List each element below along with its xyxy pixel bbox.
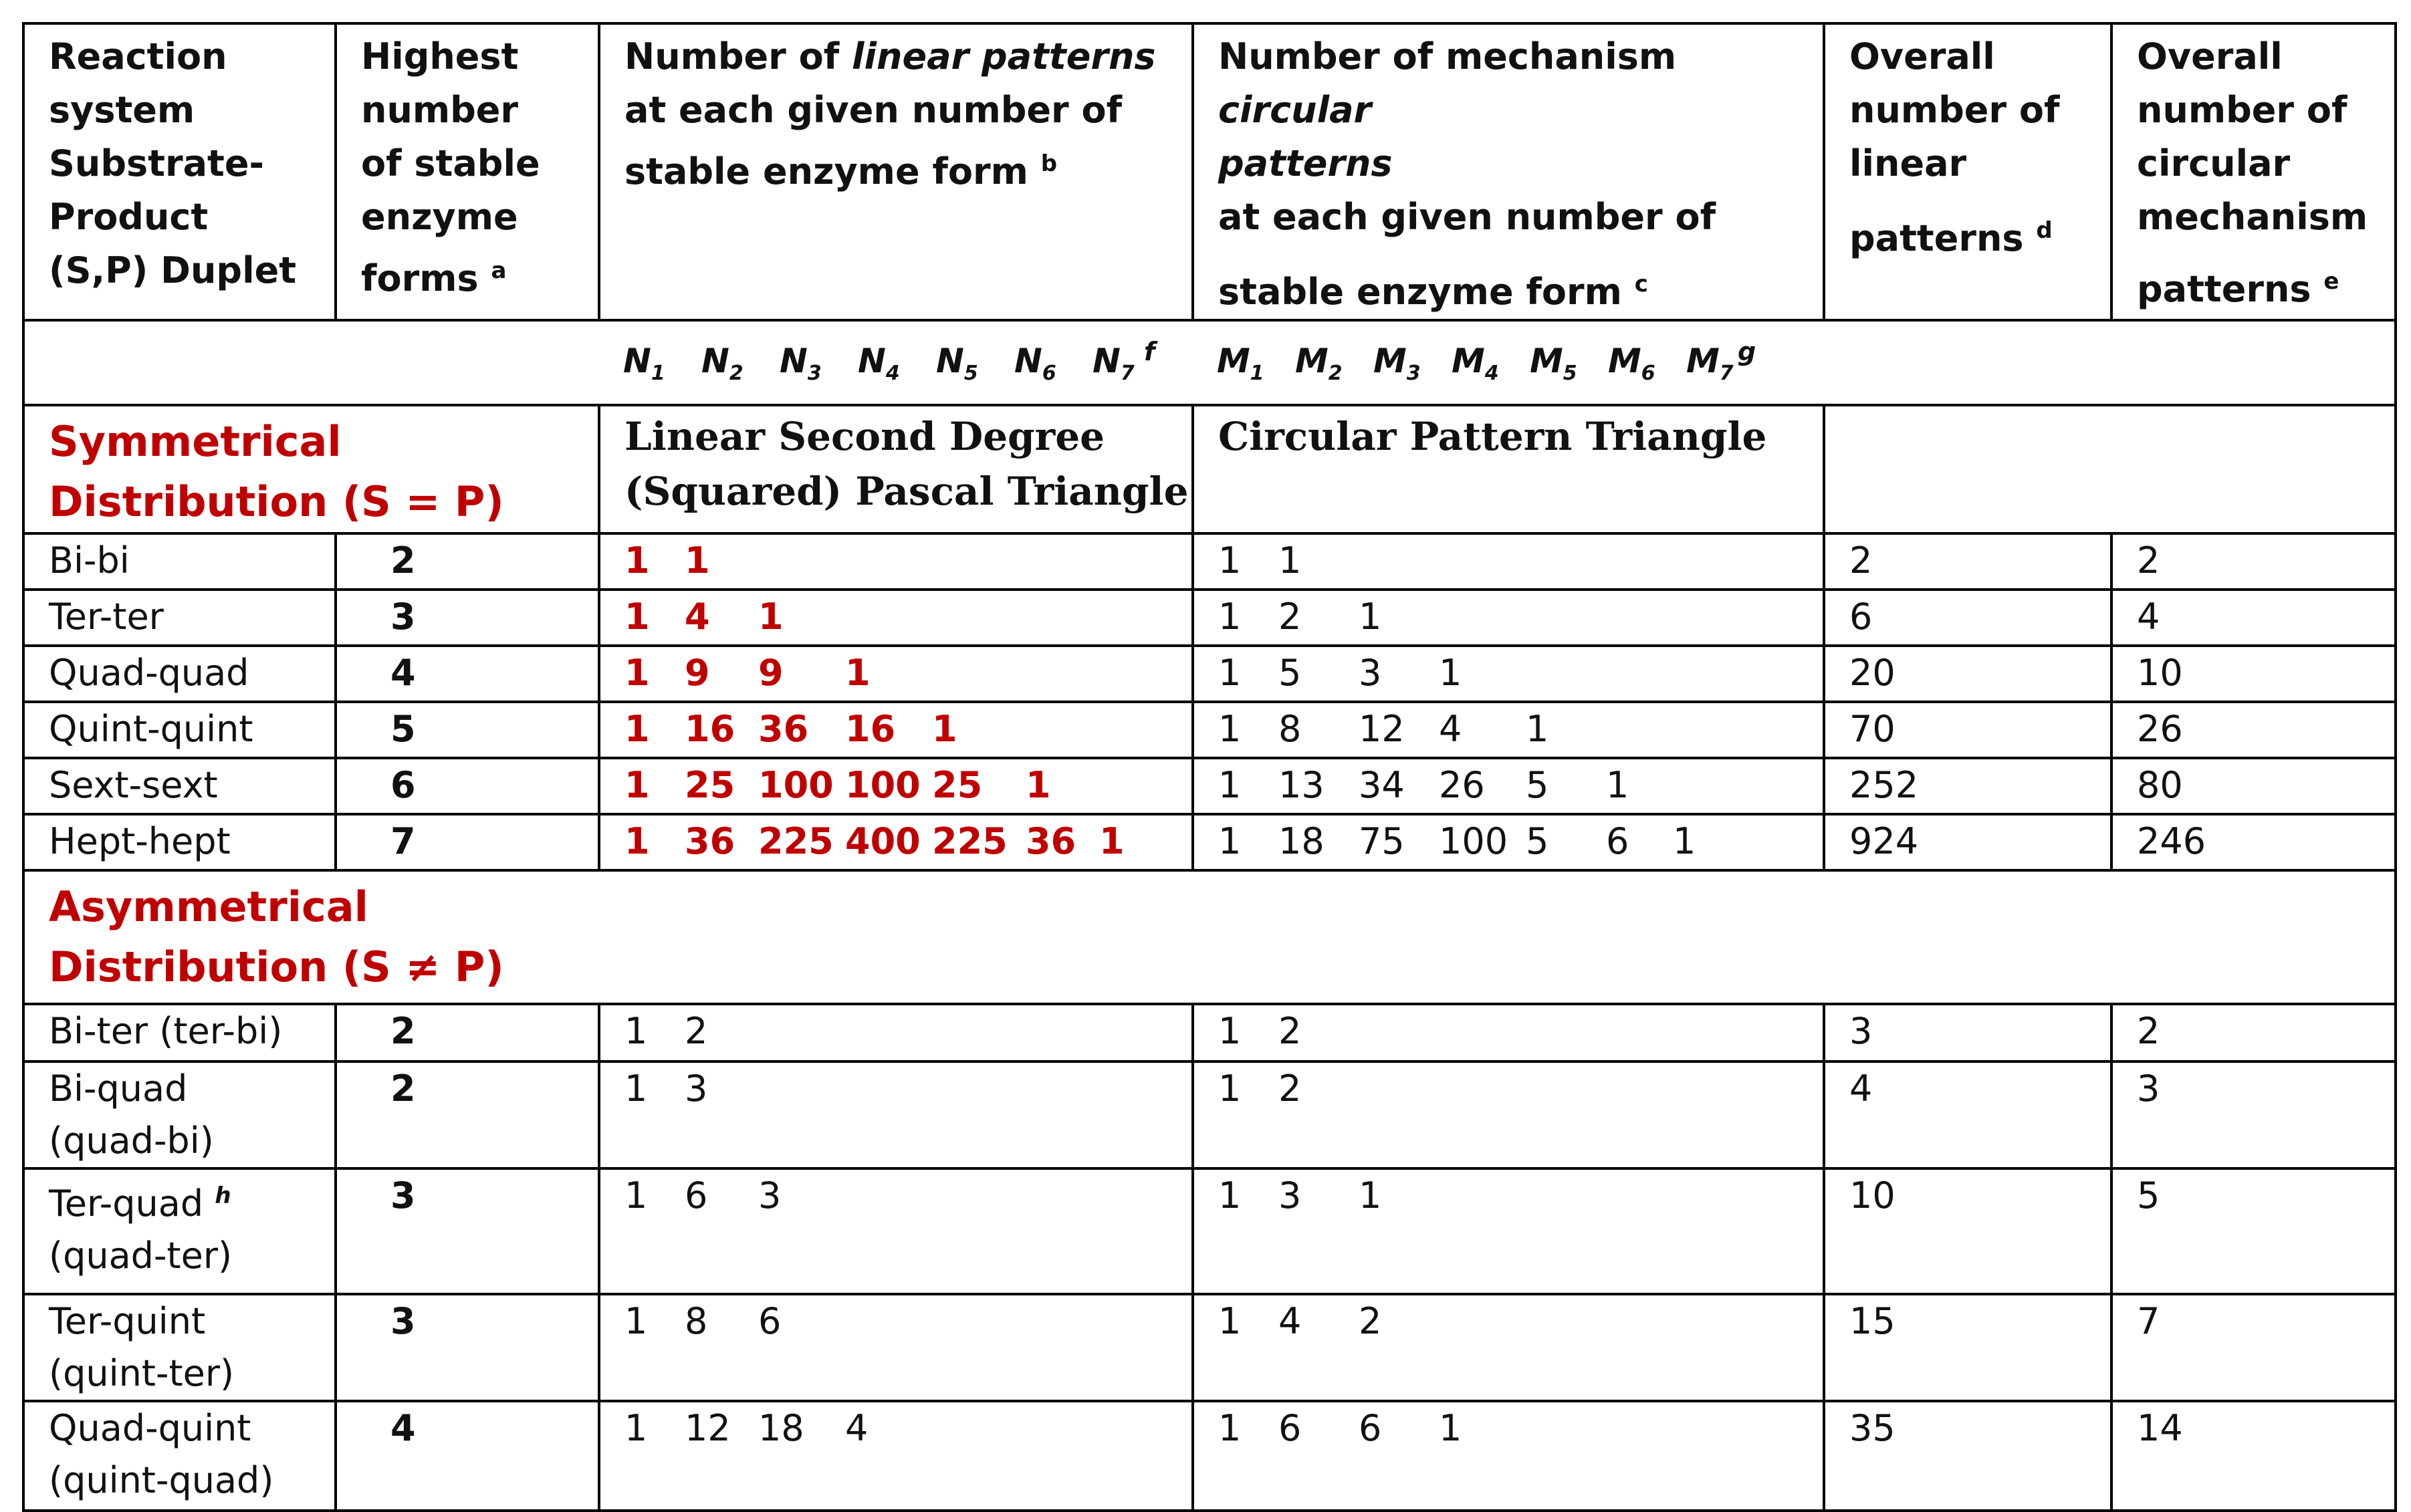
system-cell xyxy=(23,814,336,870)
overall-linear-cell: 15 xyxy=(1824,1294,2111,1401)
overall-linear-cell: 20 xyxy=(1824,646,2111,702)
header-text-italic: circular xyxy=(1218,89,1372,131)
index-label-base: N xyxy=(1014,341,1042,380)
circular-patterns-cell xyxy=(1193,533,1824,590)
index-label xyxy=(1093,331,1171,404)
system-cell xyxy=(23,1004,336,1061)
symmetrical-section-row xyxy=(23,405,2396,533)
system-name: (quad-ter) xyxy=(49,1234,233,1277)
linear-value: 1 xyxy=(758,595,784,638)
header-text: patterns xyxy=(1849,217,2024,259)
overall-circular-cell: 10 xyxy=(2111,646,2396,702)
system-name: Quad-quint xyxy=(49,1406,251,1449)
index-label-blank xyxy=(23,320,599,405)
circular-value: 1 xyxy=(1439,1406,1462,1449)
circular-value: 1 xyxy=(1359,595,1382,638)
footnote-mark: d xyxy=(2036,217,2053,244)
system-name: Bi-bi xyxy=(49,539,130,582)
header-text: linear xyxy=(1849,142,1967,184)
index-label xyxy=(858,331,936,404)
circular-value: 1 xyxy=(1606,763,1629,806)
circular-value: 1 xyxy=(1278,539,1302,582)
linear-patterns-cell xyxy=(599,533,1193,590)
index-label-base: N xyxy=(1093,341,1121,380)
overall-linear-cell: 2 xyxy=(1824,533,2111,590)
linear-value: 1 xyxy=(624,1067,648,1110)
circular-value: 1 xyxy=(1218,539,1242,582)
circular-value: 1 xyxy=(1218,707,1242,750)
header-text: number xyxy=(361,89,519,131)
circular-value: 1 xyxy=(1218,1406,1242,1449)
header-text: system xyxy=(49,89,195,131)
circular-value: 8 xyxy=(1278,707,1302,750)
footnote-mark: e xyxy=(2323,268,2339,295)
linear-value: 9 xyxy=(758,651,784,694)
circular-value: 1 xyxy=(1218,1067,1242,1110)
linear-value: 6 xyxy=(685,1174,708,1217)
index-label xyxy=(701,331,780,404)
index-label xyxy=(780,331,858,404)
system-name: Ter-quad $^h$ xyxy=(49,1182,231,1225)
m-label-list xyxy=(1217,337,1756,385)
index-label-subscript: 5 xyxy=(963,361,978,385)
linear-value: 3 xyxy=(685,1067,708,1110)
circular-value: 1 xyxy=(1218,1009,1242,1052)
circular-value: 75 xyxy=(1359,820,1405,862)
header-text: Substrate- xyxy=(49,142,264,184)
linear-value: 4 xyxy=(845,1406,869,1449)
symmetrical-rows xyxy=(23,533,2396,870)
header-circular-patterns xyxy=(1193,23,1824,320)
linear-value: 1 xyxy=(624,595,650,638)
stable-forms-cell: 2 xyxy=(336,1004,599,1061)
header-text: mechanism xyxy=(2137,196,2368,238)
header-text: number of xyxy=(1849,89,2060,131)
index-label-base: N xyxy=(936,341,964,380)
system-name: Ter-ter xyxy=(49,595,164,638)
table-row xyxy=(23,1294,2396,1401)
linear-value: 1 xyxy=(624,1299,648,1342)
overall-circular-cell: 5 xyxy=(2111,1168,2396,1294)
n-labels xyxy=(599,320,1193,405)
linear-value: 3 xyxy=(758,1174,782,1217)
index-label-subscript: 1 xyxy=(1250,361,1264,385)
index-label-subscript: 3 xyxy=(1406,361,1421,385)
linear-value: 1 xyxy=(932,707,957,750)
linear-value: 1 xyxy=(624,539,650,582)
linear-value: 1 xyxy=(624,651,650,694)
circular-patterns-cell xyxy=(1193,1294,1824,1401)
header-linear-patterns xyxy=(599,23,1193,320)
linear-patterns-cell xyxy=(599,702,1193,758)
system-name: Sext-sext xyxy=(49,763,218,806)
circular-triangle-title xyxy=(1193,405,1824,533)
header-text: (S,P) Duplet xyxy=(49,249,297,291)
stable-forms-cell: 3 xyxy=(336,1168,599,1294)
circular-value: 12 xyxy=(1359,707,1405,750)
circular-value: 3 xyxy=(1359,651,1382,694)
circular-patterns-cell xyxy=(1193,646,1824,702)
system-cell xyxy=(23,1294,336,1401)
index-label xyxy=(1530,331,1608,404)
linear-value: 36 xyxy=(758,707,809,750)
m-labels xyxy=(1193,320,2396,405)
header-text: Number of mechanism xyxy=(1218,35,1677,78)
index-label-subscript: 5 xyxy=(1563,361,1577,385)
linear-value: 100 xyxy=(758,763,834,806)
index-label-subscript: 3 xyxy=(807,361,822,385)
linear-value: 400 xyxy=(845,820,921,862)
index-label-subscript: 1 xyxy=(651,361,665,385)
linear-value: 16 xyxy=(845,707,896,750)
linear-patterns-cell xyxy=(599,1004,1193,1061)
circular-value: 2 xyxy=(1278,1009,1302,1052)
system-name: (quint-quad) xyxy=(49,1459,274,1501)
header-text: stable enzyme form xyxy=(624,150,1028,193)
circular-value: 2 xyxy=(1278,595,1302,638)
index-label-base: N xyxy=(780,341,808,380)
table-row xyxy=(23,702,2396,758)
footnote-mark: h xyxy=(215,1182,231,1209)
circular-value: 1 xyxy=(1218,820,1242,862)
circular-value: 4 xyxy=(1439,707,1462,750)
linear-patterns-cell xyxy=(599,1401,1193,1511)
index-label xyxy=(1014,331,1093,404)
stable-forms-cell: 3 xyxy=(336,590,599,646)
linear-value: 8 xyxy=(685,1299,708,1342)
system-cell xyxy=(23,533,336,590)
header-text: Highest xyxy=(361,35,519,78)
overall-circular-cell: 80 xyxy=(2111,758,2396,814)
footnote-mark: g xyxy=(1738,337,1756,366)
section-title-text: Distribution (S = P) xyxy=(49,477,504,526)
circular-patterns-cell xyxy=(1193,1168,1824,1294)
overall-linear-cell: 70 xyxy=(1824,702,2111,758)
overall-linear-cell: 4 xyxy=(1824,1061,2111,1168)
linear-patterns-cell xyxy=(599,758,1193,814)
circular-value: 1 xyxy=(1218,1299,1242,1342)
system-cell xyxy=(23,1168,336,1294)
circular-patterns-cell xyxy=(1193,590,1824,646)
index-label-subscript: 7 xyxy=(1120,361,1135,385)
system-name: (quint-ter) xyxy=(49,1352,235,1394)
overall-linear-cell: 35 xyxy=(1824,1401,2111,1511)
index-label xyxy=(1373,331,1452,404)
linear-value: 1 xyxy=(624,1174,648,1217)
overall-circular-cell: 2 xyxy=(2111,1004,2396,1061)
circular-patterns-cell xyxy=(1193,1004,1824,1061)
circular-value: 1 xyxy=(1218,763,1242,806)
linear-value: 36 xyxy=(1026,820,1076,862)
overall-linear-cell: 924 xyxy=(1824,814,2111,870)
index-label-base: N xyxy=(858,341,886,380)
stable-forms-cell: 2 xyxy=(336,1061,599,1168)
index-label-base: M xyxy=(1373,341,1407,380)
header-text: enzyme xyxy=(361,196,518,238)
linear-value: 1 xyxy=(624,707,650,750)
system-cell xyxy=(23,646,336,702)
linear-patterns-cell xyxy=(599,590,1193,646)
index-label xyxy=(1217,331,1295,404)
index-label-subscript: 7 xyxy=(1719,361,1734,385)
stable-forms-cell: 5 xyxy=(336,702,599,758)
circular-value: 26 xyxy=(1439,763,1485,806)
index-label-base: M xyxy=(1452,341,1485,380)
header-text: forms xyxy=(361,257,479,299)
system-name: Hept-hept xyxy=(49,820,231,862)
linear-value: 4 xyxy=(685,595,710,638)
header-text-italic: patterns xyxy=(1218,142,1393,184)
circular-patterns-cell xyxy=(1193,758,1824,814)
header-text: Reaction xyxy=(49,35,227,78)
linear-patterns-cell xyxy=(599,1061,1193,1168)
footnote-mark: a xyxy=(491,257,507,284)
asymmetrical-section-row xyxy=(23,870,2396,1004)
index-label-base: N xyxy=(701,341,729,380)
system-cell xyxy=(23,1061,336,1168)
index-label-base: M xyxy=(1217,341,1250,380)
circular-value: 1 xyxy=(1359,1174,1382,1217)
circular-value: 1 xyxy=(1218,651,1242,694)
linear-value: 1 xyxy=(624,763,650,806)
header-text: number of xyxy=(2137,89,2347,131)
index-label-subscript: 4 xyxy=(885,361,900,385)
index-label-base: M xyxy=(1295,341,1329,380)
circular-value: 2 xyxy=(1278,1067,1302,1110)
stable-forms-cell: 7 xyxy=(336,814,599,870)
circular-value: 6 xyxy=(1278,1406,1302,1449)
index-label-base: M xyxy=(1608,341,1641,380)
overall-linear-cell: 10 xyxy=(1824,1168,2111,1294)
header-text: Product xyxy=(49,196,209,238)
linear-value: 1 xyxy=(1026,763,1051,806)
table-row xyxy=(23,1061,2396,1168)
triangle-title-text: Linear Second Degree xyxy=(624,413,1105,459)
section-title-text: Asymmetrical xyxy=(49,882,368,931)
linear-value: 25 xyxy=(932,763,983,806)
overall-circular-cell: 26 xyxy=(2111,702,2396,758)
table-row xyxy=(23,1004,2396,1061)
circular-value: 1 xyxy=(1673,820,1696,862)
asymmetrical-rows xyxy=(23,1004,2396,1511)
stable-forms-cell: 4 xyxy=(336,646,599,702)
linear-value: 225 xyxy=(932,820,1008,862)
system-cell xyxy=(23,1401,336,1511)
index-label-base: M xyxy=(1686,341,1720,380)
section-title-text: Distribution (S ≠ P) xyxy=(49,942,504,991)
section-title-text: Symmetrical xyxy=(49,416,342,466)
header-overall-circular xyxy=(2111,23,2396,320)
system-name: Bi-ter (ter-bi) xyxy=(49,1009,283,1052)
index-label-row xyxy=(23,320,2396,405)
header-text: stable enzyme form xyxy=(1218,271,1622,313)
stable-forms-cell: 3 xyxy=(336,1294,599,1401)
circular-patterns-cell xyxy=(1193,814,1824,870)
circular-value: 2 xyxy=(1359,1299,1382,1342)
footnote-mark: b xyxy=(1040,150,1058,177)
header-row xyxy=(23,23,2396,320)
header-text-italic: linear patterns xyxy=(852,35,1156,78)
overall-circular-cell: 14 xyxy=(2111,1401,2396,1511)
circular-value: 1 xyxy=(1218,1174,1242,1217)
system-name: Quint-quint xyxy=(49,707,253,750)
index-label-base: M xyxy=(1530,341,1563,380)
linear-value: 12 xyxy=(685,1406,731,1449)
overall-circular-cell: 246 xyxy=(2111,814,2396,870)
table-row xyxy=(23,533,2396,590)
overall-circular-cell: 7 xyxy=(2111,1294,2396,1401)
circular-value: 18 xyxy=(1278,820,1325,862)
header-text: at each given number of xyxy=(624,89,1123,131)
circular-value: 100 xyxy=(1439,820,1508,862)
system-name: Quad-quad xyxy=(49,651,249,694)
table-row xyxy=(23,1401,2396,1511)
header-reaction-system xyxy=(23,23,336,320)
linear-value: 100 xyxy=(845,763,921,806)
header-text: Overall xyxy=(2137,35,2283,78)
table-row xyxy=(23,1168,2396,1294)
linear-value: 1 xyxy=(624,820,650,862)
system-cell xyxy=(23,702,336,758)
n-label-list xyxy=(623,337,1155,385)
system-name: (quad-bi) xyxy=(49,1119,214,1162)
header-text: Overall xyxy=(1849,35,1995,78)
asymmetrical-title xyxy=(23,870,2396,1004)
circular-value: 1 xyxy=(1439,651,1462,694)
circular-value: 5 xyxy=(1278,651,1302,694)
blank-cell xyxy=(1824,405,2396,533)
index-label-subscript: 4 xyxy=(1484,361,1499,385)
header-text: circular xyxy=(2137,142,2291,184)
linear-value: 1 xyxy=(845,651,871,694)
linear-patterns-cell xyxy=(599,646,1193,702)
circular-value: 34 xyxy=(1359,763,1405,806)
footnote-mark: c xyxy=(1634,271,1648,297)
linear-value: 1 xyxy=(685,539,710,582)
system-cell xyxy=(23,590,336,646)
linear-value: 225 xyxy=(758,820,834,862)
circular-value: 6 xyxy=(1359,1406,1382,1449)
triangle-title-text: Circular Pattern Triangle xyxy=(1218,413,1767,459)
header-text: at each given number of xyxy=(1218,196,1716,238)
stable-forms-cell: 2 xyxy=(336,533,599,590)
header-text: patterns xyxy=(2137,268,2311,310)
circular-value: 6 xyxy=(1606,820,1629,862)
enzyme-pattern-table xyxy=(22,22,2397,1512)
header-text: Number of xyxy=(624,35,852,78)
triangle-title-text: (Squared) Pascal Triangle xyxy=(624,468,1189,514)
stable-forms-cell: 4 xyxy=(336,1401,599,1511)
overall-circular-cell: 4 xyxy=(2111,590,2396,646)
circular-value: 5 xyxy=(1526,820,1549,862)
linear-triangle-title xyxy=(599,405,1193,533)
index-label xyxy=(623,331,701,404)
linear-value: 16 xyxy=(685,707,735,750)
circular-value: 4 xyxy=(1278,1299,1302,1342)
stable-forms-cell: 6 xyxy=(336,758,599,814)
index-label xyxy=(1452,331,1530,404)
index-label-subscript: 6 xyxy=(1042,361,1056,385)
index-label-base: N xyxy=(623,341,651,380)
overall-circular-cell: 3 xyxy=(2111,1061,2396,1168)
table-row xyxy=(23,590,2396,646)
index-label xyxy=(1295,331,1373,404)
linear-patterns-cell xyxy=(599,1294,1193,1401)
overall-linear-cell: 6 xyxy=(1824,590,2111,646)
circular-patterns-cell xyxy=(1193,1061,1824,1168)
footnote-mark: f xyxy=(1144,337,1155,366)
system-cell xyxy=(23,758,336,814)
table-row xyxy=(23,758,2396,814)
circular-value: 5 xyxy=(1526,763,1549,806)
header-overall-linear xyxy=(1824,23,2111,320)
index-label-subscript: 6 xyxy=(1641,361,1655,385)
overall-circular-cell: 2 xyxy=(2111,533,2396,590)
system-name: Bi-quad xyxy=(49,1067,188,1110)
overall-linear-cell: 252 xyxy=(1824,758,2111,814)
linear-value: 9 xyxy=(685,651,710,694)
system-name: Ter-quint xyxy=(49,1299,206,1342)
linear-value: 1 xyxy=(624,1009,648,1052)
circular-value: 3 xyxy=(1278,1174,1302,1217)
index-label xyxy=(936,331,1014,404)
index-label xyxy=(1608,331,1686,404)
circular-value: 13 xyxy=(1278,763,1325,806)
table-row xyxy=(23,814,2396,870)
circular-patterns-cell xyxy=(1193,1401,1824,1511)
circular-value: 1 xyxy=(1218,595,1242,638)
linear-value: 36 xyxy=(685,820,735,862)
index-label-subscript: 2 xyxy=(729,361,743,385)
index-label-subscript: 2 xyxy=(1328,361,1343,385)
linear-value: 18 xyxy=(758,1406,804,1449)
overall-linear-cell: 3 xyxy=(1824,1004,2111,1061)
header-text: of stable xyxy=(361,142,540,184)
linear-value: 1 xyxy=(624,1406,648,1449)
linear-patterns-cell xyxy=(599,814,1193,870)
header-highest-number xyxy=(336,23,599,320)
linear-patterns-cell xyxy=(599,1168,1193,1294)
linear-value: 1 xyxy=(1099,820,1125,862)
linear-value: 2 xyxy=(685,1009,708,1052)
circular-value: 1 xyxy=(1526,707,1549,750)
linear-value: 6 xyxy=(758,1299,782,1342)
circular-patterns-cell xyxy=(1193,702,1824,758)
table-row xyxy=(23,646,2396,702)
symmetrical-title xyxy=(23,405,599,533)
linear-value: 25 xyxy=(685,763,735,806)
